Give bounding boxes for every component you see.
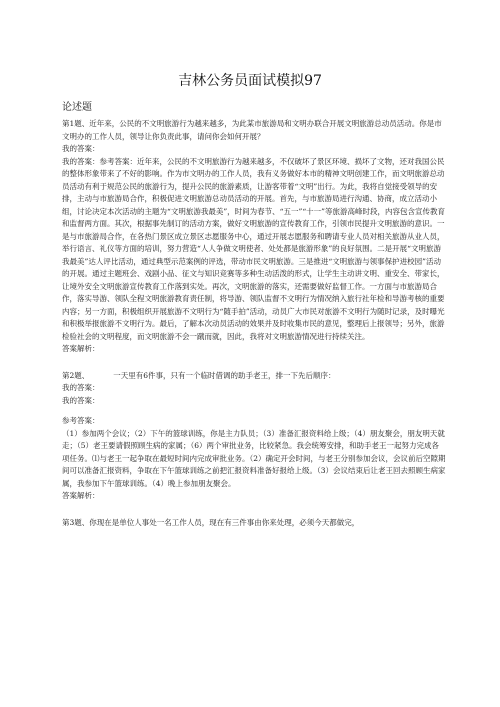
question-2-analysis-label: 答案解析：: [62, 491, 100, 500]
question-2-reference-label: 参考答案：: [62, 416, 100, 425]
question-2-my-answer-label-1: 我的答案：: [62, 383, 100, 392]
section-heading: 论述题: [62, 102, 92, 113]
question-1-prompt: 第1题、近年来，公民的不文明旅游行为越来越多，为此某市旅游局和文明办联合开展文明旅游总动员活动。你是市文明办的工作人员，领导让你负责此事，请问你会如何开展？: [62, 119, 442, 141]
question-1-analysis-label: 答案解析：: [62, 344, 100, 353]
document-title: 吉林公务员面试模拟97: [178, 73, 322, 89]
question-2-prompt: 一天里有6件事，只有一个临时借调的助手老王，排一下先后顺序：: [113, 370, 336, 380]
question-2-my-answer-label-2: 我的答案：: [62, 395, 100, 405]
question-1-my-answer-label: 我的答案：: [62, 144, 100, 153]
question-2-number: 第2题、: [62, 370, 90, 380]
question-3-prompt: 第3题、你现在是单位人事处一名工作人员，现在有三件事由你来处理，必须今天都做完，: [62, 517, 360, 527]
question-1-reference-answer: 我的答案：参考答案：近年来，公民的不文明旅游行为越来越多，不仅破坏了景区环境、损坏了文物，还对我国公民的整体形象带来了不好的影响。作为市文明办的工作人员，我有义务做好本市的精神文明创建工作，而文明旅游总动员活动有利于规范公民的旅游行为，提升公民的旅游素质，让游客带着“文明”出行。为此，我将自觉接受领导的安排，主动与市旅游局合作，积极促进文明旅游总动员活动的开展。首先，与市旅游局进行沟通、协商，成立活动小组，讨论决定本次活动的主题为“文明旅游我最美”，时间为春节、“五一”“十一”等旅游高峰时段，内容包含宣传教育和监督两方面。其次，根据事先制订的活动方案，做好文明旅游的宣传教育工作，引领市民提升文明旅游的意识。一是与市旅游局合作，在各热门景区成立景区志愿服务中心，通过开展志愿服务和聘请专业人员对相关旅游从业人员，举行语言、礼仪等方面的培训，努力营造“人人争做文明使者、处处都是旅游形象”的良好氛围。二是开展“文明旅游我最美”达人评比活动，通过典型示范案例的评选，带动市民文明旅游。三是推进“文明旅游与领事保护进校园”活动的开展。通过主题班会、戏剧小品、征文与知识竞赛等多种生动活泼的形式，让学生主动讲文明、重安全、带家长，让境外安全文明旅游宣传教育工作落到实处。再次，文明旅游的落实，还需要做好监督工作。一方面与市旅游局合作，落实导游、领队全程文明旅游教育责任制，将导游、领队监督不文明行为情况纳入旅行社年检和导游考核的重要内容；另一方面，积极组织开展旅游不文明行为“随手拍”活动，动员广大市民对旅游不文明行为随时记录，及时曝光和积极举报旅游不文明行为。最后，了解本次动员活动的效果并及时收集市民的意见，整理后上报领导；另外，旅游检验社会的文明程度，而文明旅游不会一蹴而就，因此，我将对文明旅游情况进行持续关注。: [62, 156, 446, 341]
question-2-header: [62, 370, 446, 383]
question-2-reference-answer: （1）参加两个会议；（2）下午的篮球训练，你是主力队员；（3）准备汇报资料给上级；（4）朋友聚会，朋友明天就走；（5）老王要请假照顾生病的家属；（6）两个审批业务，比较紧急。我会统筹安排，和助手老王一起努力完成各项任务。⑴与老王一起争取在最短时间内完成审批业务。（2）确定开会时间，与老王分别参加会议，会议前后空隙期间可以准备汇报资料，争取在下午篮球训练之前把汇报资料准备好报给上级。（3）会议结束后让老王回去照顾生病家属，我参加下午篮球训练。（4）晚上参加朋友聚会。: [62, 428, 446, 488]
document-body: [62, 100, 446, 529]
